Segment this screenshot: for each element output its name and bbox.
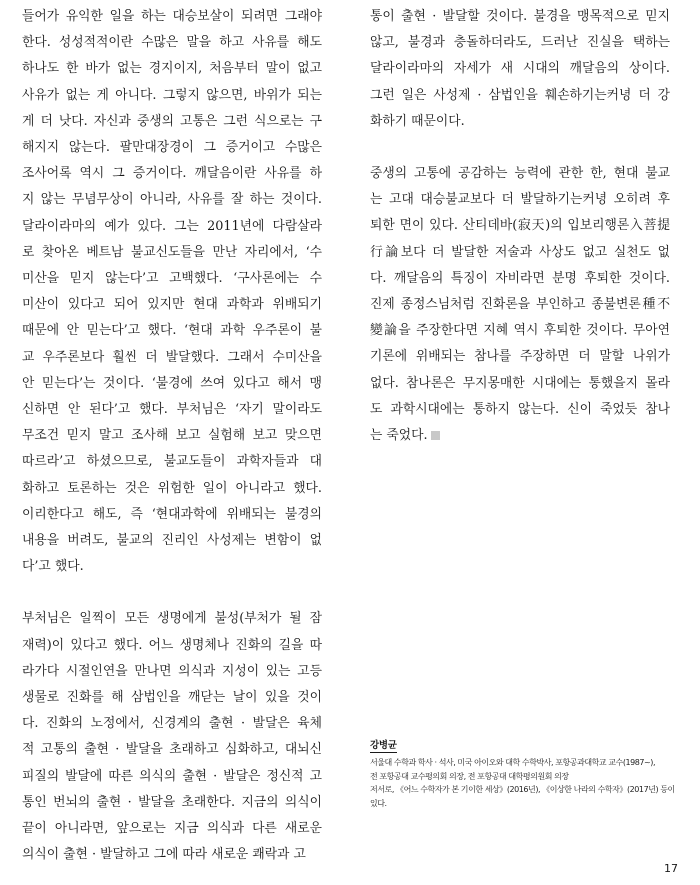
text-line: 의식이 출현 · 발달하고 그에 따라 새로운 쾌락과 고 <box>22 847 306 863</box>
text-line: 이리한다고 해도, 즉 ‘현대과학에 위배되는 불경의 <box>22 506 322 522</box>
text-line: 게 더 낫다. 자신과 중생의 고통은 그런 식으로는 구 <box>22 113 322 129</box>
text-line: 는 고대 대승불교보다 더 발달하기는커녕 오히려 후 <box>370 192 670 208</box>
text-line: 지 않는 무념무상이 아니라, 사유를 잘 하는 것이다. <box>22 192 322 208</box>
text-line: 다. 진화의 노정에서, 신경계의 출현 · 발달은 육체 <box>22 716 322 732</box>
text-line: 는 죽었다. <box>370 423 670 449</box>
text-line: 도 과학시대에는 통하지 않는다. 신이 죽었듯 참나 <box>370 401 670 417</box>
text-line: 기론에 위배되는 참나를 주장하면 더 말할 나위가 <box>370 349 670 365</box>
text-line: 교 우주론보다 훨씬 더 발달했다. 그래서 수미산을 <box>22 349 322 365</box>
paragraph <box>370 4 670 135</box>
text-line: 생물로 진화를 해 삼법인을 깨닫는 날이 있을 것이 <box>22 690 322 706</box>
text-line: 진제 종정스님처럼 진화론을 부인하고 종불변론種不 <box>370 297 670 313</box>
text-line: 없다. 참나론은 무지몽매한 시대에는 통했을지 몰라 <box>370 375 670 391</box>
text-line: 부처님은 일찍이 모든 생명에게 불성(부처가 될 잠 <box>22 611 322 627</box>
text-line: 퇴한 면이 있다. 산티데바(寂天)의 입보리행론入菩提 <box>370 218 670 234</box>
left-column <box>22 4 322 869</box>
text-line: 달라이라마의 자세가 새 시대의 깨달음의 상이다. <box>370 61 670 77</box>
text-line: 피질의 발달에 따른 의식의 출현 · 발달은 정신적 고 <box>22 768 322 784</box>
text-line: 들어가 유익한 일을 하는 대승보살이 되려면 그래야 <box>22 9 322 24</box>
text-line: 무조건 믿지 말고 조사해 보고 실험해 보고 맞으면 <box>22 428 322 444</box>
text-line: 화하기 때문이다. <box>370 113 465 129</box>
author-bio-line: 있다. <box>370 798 387 808</box>
text-line: 통이 출현 · 발달할 것이다. 불경을 맹목적으로 믿지 <box>370 9 670 24</box>
text-line: 통인 번뇌의 출현 · 발달을 초래한다. 지금의 의식이 <box>22 794 322 810</box>
text-line: 다. 깨달음의 특징이 자비라면 분명 후퇴한 것이다. <box>370 270 670 286</box>
end-mark-icon <box>431 431 440 440</box>
text-line: 行論보다 더 발달한 저술과 사상도 없고 실천도 없 <box>370 244 670 260</box>
page-number: 17 <box>664 862 678 875</box>
author-bio-line: 전 포항공대 교수평의회 의장, 전 포항공대 대학평의원회 의장 <box>370 771 569 781</box>
text-line: 미산을 믿지 않는다’고 고백했다. ‘구사론에는 수 <box>22 271 322 287</box>
text-line: 않고, 불경과 충돌하더라도, 드러난 진실을 택하는 <box>370 35 670 51</box>
text-line: 달라이라마의 예가 있다. 그는 2011년에 다람살라 <box>22 218 322 234</box>
text-line: 미산이 있다고 되어 있지만 현대 과학과 위배되기 <box>22 297 322 313</box>
text-line: 해지지 않는다. 팔만대장경이 그 증거이고 수많은 <box>22 140 322 156</box>
text-line: 變論을 주장한다면 지혜 역시 후퇴한 것이다. 무아연 <box>370 323 670 339</box>
text-line: 한다. 성성적적이란 수많은 말을 하고 사유를 해도 <box>22 35 322 51</box>
text-line: 따르라’고 하셨으므로, 불교도들이 과학자들과 대 <box>22 454 322 470</box>
text-line: 사유가 없는 게 아니다. 그렇지 않으면, 바위가 되는 <box>22 87 322 103</box>
author-bio <box>370 733 675 810</box>
text-line: 적 고통의 출현 · 발달을 초래하고 심화하고, 대뇌신 <box>22 742 322 758</box>
paragraph <box>370 161 670 449</box>
text-line: 하나도 한 바가 없는 경지이지, 처음부터 말이 없고 <box>22 61 322 77</box>
text-line: 중생의 고통에 공감하는 능력에 관한 한, 현대 불교 <box>370 166 670 182</box>
text-line: 그런 일은 사성제 · 삼법인을 훼손하기는커녕 더 강 <box>370 87 670 103</box>
text-line: 내용을 버려도, 불교의 진리인 사성제는 변함이 없 <box>22 533 322 549</box>
text-line: 다’고 했다. <box>22 559 84 575</box>
author-name: 강병균 <box>370 737 397 753</box>
text-line: 끝이 아니라면, 앞으로는 지금 의식과 다른 새로운 <box>22 821 322 837</box>
text-line: 조사어록 역시 그 증거이다. 깨달음이란 사유를 하 <box>22 166 322 182</box>
right-column <box>370 4 670 449</box>
text-line: 안 믿는다’는 것이다. ‘불경에 쓰여 있다고 해서 맹 <box>22 375 322 391</box>
author-bio-line: 서울대 수학과 학사 · 석사, 미국 아이오와 대학 수학박사, 포항공과대학교 교수(1987~), <box>370 758 656 767</box>
paragraph <box>22 606 322 868</box>
text-line: 라가다 시절인연을 만나면 의식과 지성이 있는 고등 <box>22 663 322 679</box>
text-line: 재력)이 있다고 했다. 어느 생명체나 진화의 길을 따 <box>22 637 322 653</box>
text-line: 화하고 토론하는 것은 위험한 일이 아니라고 했다. <box>22 480 322 496</box>
author-bio-line: 저서로, 《어느 수학자가 본 기이한 세상》(2016년), 《이상한 나라의 수학자》(2017년) 등이 <box>370 785 675 794</box>
paragraph <box>22 4 322 580</box>
author-description <box>370 756 675 810</box>
text-line: 신하면 안 된다’고 했다. 부처님은 ‘자기 말이라도 <box>22 402 322 418</box>
text-line: 때문에 안 믿는다’고 했다. ‘현대 과학 우주론이 불 <box>22 323 322 339</box>
text-line: 로 찾아온 베트남 불교신도들을 만난 자리에서, ‘수 <box>22 244 322 260</box>
